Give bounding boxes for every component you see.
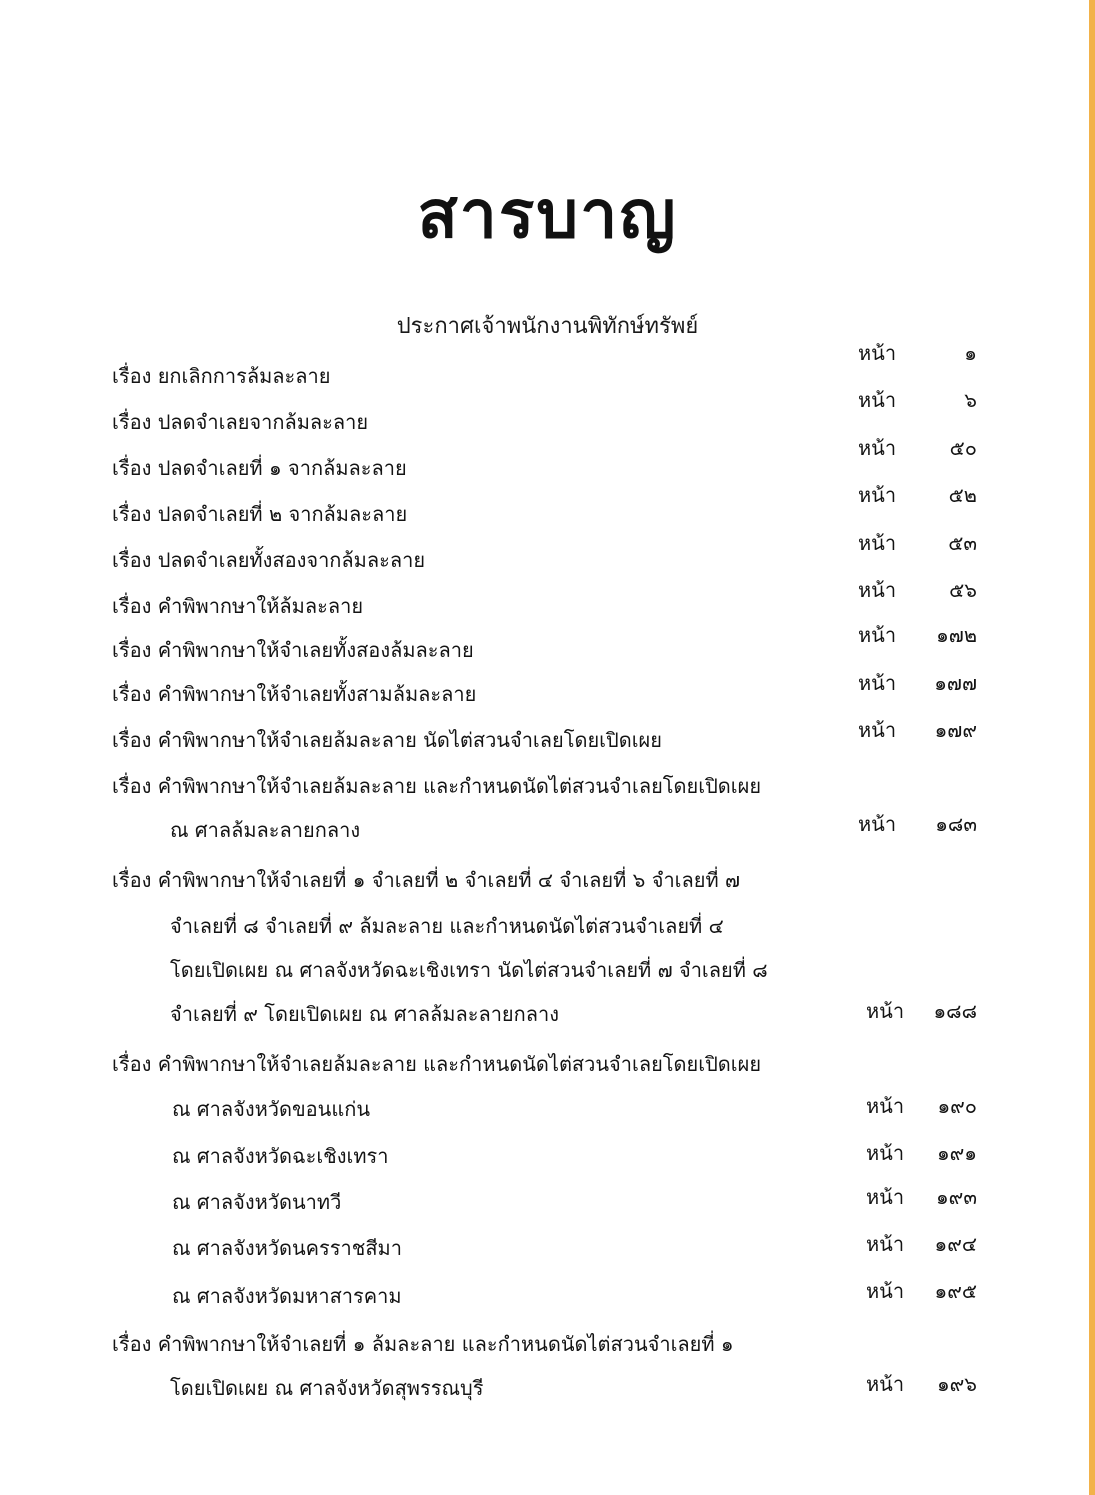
page-label: หน้า: [858, 812, 897, 836]
page-number: ๑๙๐: [937, 1094, 977, 1118]
toc-entry-title: เรื่อง คำพิพากษาให้จำเลยที่ ๑ จำเลยที่ ๒ จำเลยที่ ๔ จำเลยที่ ๖ จำเลยที่ ๗: [112, 868, 741, 892]
toc-entry-continuation: จำเลยที่ ๘ จำเลยที่ ๙ ล้มละลาย และกำหนดนัดไต่สวนจำเลยที่ ๔: [170, 914, 724, 938]
page-number: ๑๘๓: [935, 812, 977, 836]
toc-entry-continuation: โดยเปิดเผย ณ ศาลจังหวัดสุพรรณบุรี: [170, 1376, 484, 1400]
toc-entry-title: เรื่อง คำพิพากษาให้ล้มละลาย: [112, 594, 364, 618]
toc-entry-title: เรื่อง ปลดจำเลยทั้งสองจากล้มละลาย: [112, 548, 426, 572]
page-label: หน้า: [858, 623, 897, 647]
page-number: ๑๙๖: [936, 1372, 977, 1396]
page-number: ๕๖: [949, 578, 977, 602]
toc-entry-title: ณ ศาลจังหวัดนครราชสีมา: [172, 1236, 402, 1260]
toc-entry-title: เรื่อง ปลดจำเลยที่ ๒ จากล้มละลาย: [112, 502, 408, 526]
page-number: ๖: [964, 388, 977, 412]
toc-entry-title: ณ ศาลจังหวัดขอนแก่น: [172, 1097, 371, 1121]
section-heading: ประกาศเจ้าพนักงานพิทักษ์ทรัพย์: [396, 314, 699, 339]
page-label: หน้า: [858, 718, 897, 742]
page-label: หน้า: [858, 341, 897, 365]
page-label: หน้า: [858, 436, 897, 460]
toc-entry-title: เรื่อง ปลดจำเลยที่ ๑ จากล้มละลาย: [112, 456, 407, 480]
toc-entry-title: เรื่อง คำพิพากษาให้จำเลยทั้งสองล้มละลาย: [112, 638, 474, 662]
page-label: หน้า: [866, 1279, 905, 1303]
page-number: ๑๙๔: [934, 1232, 977, 1256]
page-label: หน้า: [858, 531, 897, 555]
page-label: หน้า: [858, 388, 897, 412]
toc-entry-title: ณ ศาลจังหวัดฉะเชิงเทรา: [172, 1144, 389, 1168]
page-number: ๑๙๑: [936, 1141, 977, 1165]
page-number: ๑๙๕: [934, 1279, 977, 1303]
toc-entry-title: เรื่อง ปลดจำเลยจากล้มละลาย: [112, 410, 369, 434]
page-number: ๕๓: [948, 531, 977, 555]
toc-entry-title: เรื่อง คำพิพากษาให้จำเลยที่ ๑ ล้มละลาย และกำหนดนัดไต่สวนจำเลยที่ ๑: [112, 1332, 734, 1356]
page-label: หน้า: [858, 483, 897, 507]
page-number: ๕๐: [949, 436, 977, 460]
toc-entry-continuation: ณ ศาลล้มละลายกลาง: [170, 818, 361, 842]
page-label: หน้า: [866, 1232, 905, 1256]
toc-entry-title: ณ ศาลจังหวัดมหาสารคาม: [172, 1284, 402, 1308]
toc-entry-continuation: โดยเปิดเผย ณ ศาลจังหวัดฉะเชิงเทรา นัดไต่สวนจำเลยที่ ๗ จำเลยที่ ๘: [170, 958, 768, 982]
page-number: ๑๗๗: [934, 671, 977, 695]
toc-entry-title: เรื่อง ยกเลิกการล้มละลาย: [112, 364, 331, 388]
toc-entry-title: ณ ศาลจังหวัดนาทวี: [172, 1190, 342, 1214]
page-number: ๑๙๓: [935, 1185, 977, 1209]
toc-entry-title: เรื่อง คำพิพากษาให้จำเลยล้มละลาย นัดไต่สวนจำเลยโดยเปิดเผย: [112, 728, 662, 752]
toc-entry-title: เรื่อง คำพิพากษาให้จำเลยล้มละลาย และกำหนดนัดไต่สวนจำเลยโดยเปิดเผย: [112, 1052, 762, 1076]
toc-entry-title: เรื่อง คำพิพากษาให้จำเลยล้มละลาย และกำหนดนัดไต่สวนจำเลยโดยเปิดเผย: [112, 774, 762, 798]
page-label: หน้า: [858, 578, 897, 602]
page-label: หน้า: [866, 1372, 905, 1396]
toc-entry-continuation: จำเลยที่ ๙ โดยเปิดเผย ณ ศาลล้มละลายกลาง: [170, 1002, 560, 1026]
page-number: ๑๗๙: [934, 718, 977, 742]
page-label: หน้า: [866, 1094, 905, 1118]
page-label: หน้า: [866, 1141, 905, 1165]
toc-entry-title: เรื่อง คำพิพากษาให้จำเลยทั้งสามล้มละลาย: [112, 682, 477, 706]
page-number: ๕๒: [948, 483, 977, 507]
page-number: ๑๗๒: [936, 623, 977, 647]
page-label: หน้า: [858, 671, 897, 695]
page-number: ๑: [964, 341, 977, 365]
page-title: สารบาญ: [417, 176, 678, 253]
page-label: หน้า: [866, 999, 905, 1023]
page-number: ๑๘๘: [933, 999, 977, 1023]
page-label: หน้า: [866, 1185, 905, 1209]
